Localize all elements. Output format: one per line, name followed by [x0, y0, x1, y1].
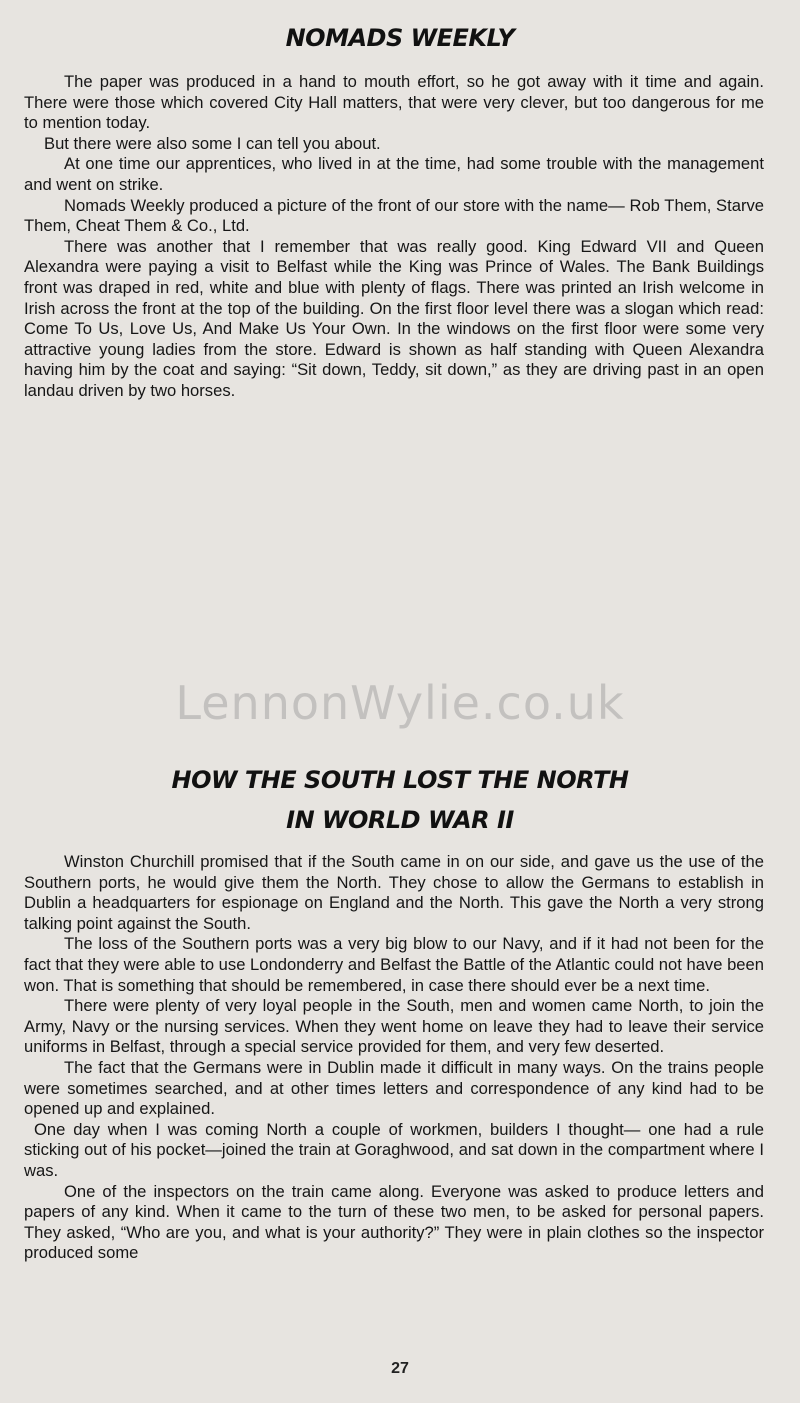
article-title-line-1: HOW THE SOUTH LOST THE NORTH	[171, 766, 629, 794]
paragraph: The loss of the Southern ports was a very big blow to our Navy, and if it had not been for the fact that they were able to use Londonderry and Belfast the Battle of the Atlantic could not have been won. That is something that should be remembered, in case there should ever be a next time.	[24, 934, 764, 995]
article-body-south-lost-north	[24, 852, 764, 1264]
paragraph: There were plenty of very loyal people in the South, men and women came North, to join the Army, Navy or the nursing services. When they went home on leave they had to leave their service uniforms in Belfast, through a special service provided for them, and very few deserted.	[24, 996, 764, 1057]
paragraph: One of the inspectors on the train came along. Everyone was asked to produce letters and papers of any kind. When it came to the turn of these two men, to be asked for personal papers. They asked, “Who are you, and what is your authority?” They were in plain clothes so the inspector produced some	[24, 1181, 764, 1263]
article-title-nomads-weekly: NOMADS WEEKLY	[285, 24, 515, 52]
paragraph: The fact that the Germans were in Dublin made it difficult in many ways. On the trains people were sometimes searched, and at other times letters and correspondence of any kind had to be opened up and explained.	[24, 1057, 764, 1119]
paragraph: The paper was produced in a hand to mouth effort, so he got away with it time and again. There were those which covered City Hall matters, that were very clever, but too dangerous for me to mention today.	[24, 72, 764, 133]
article-body-nomads-weekly	[24, 72, 764, 402]
paragraph: At one time our apprentices, who lived in at the time, had some trouble with the management and went on strike.	[24, 154, 764, 194]
paragraph: Nomads Weekly produced a picture of the front of our store with the name— Rob Them, Starve Them, Cheat Them & Co., Ltd.	[24, 195, 764, 236]
paragraph: There was another that I remember that was really good. King Edward VII and Queen Alexandra were paying a visit to Belfast while the King was Prince of Wales. The Bank Buildings front was draped in red, white and blue with plenty of flags. There was printed an Irish welcome in Irish across the front at the top of the building. On the first floor level there was a slogan which read: Come To Us, Love Us, And Make Us Your Own. In the windows on the first floor were some very attractive young ladies from the store. Edward is shown as half standing with Queen Alexandra having him by the coat and saying: “Sit down, Teddy, sit down,” as they are driving past in an open landau driven by two horses.	[24, 236, 764, 400]
paragraph: But there were also some I can tell you about.	[44, 133, 381, 153]
article-title-line-2: IN WORLD WAR II	[286, 806, 514, 834]
paragraph: One day when I was coming North a couple of workmen, builders I thought— one had a rule sticking out of his pocket—joined the train at Goraghwood, and sat down in the compartment where I was.	[24, 1119, 764, 1180]
paragraph: Winston Churchill promised that if the South came in on our side, and gave us the use of the Southern ports, he would give them the North. They chose to allow the Germans to establish in Dublin a headquarters for espionage on England and the North. This gave the North a very strong talking point against the South.	[24, 852, 764, 933]
page-number: 27	[391, 1360, 409, 1377]
watermark: LennonWylie.co.uk	[175, 676, 625, 730]
